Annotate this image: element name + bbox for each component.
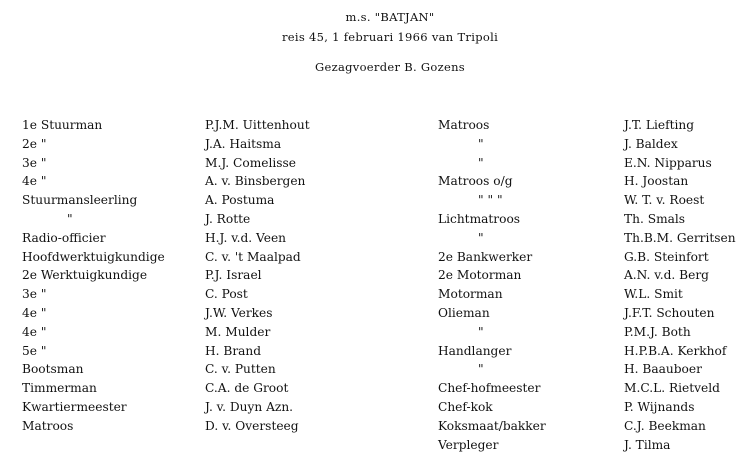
captain-line: Gezagvoerder B. Gozens xyxy=(315,60,465,74)
crew-name: J. Tilma xyxy=(624,437,671,452)
crew-rank: 2e " xyxy=(22,136,47,151)
crew-rank: 2e Bankwerker xyxy=(438,249,533,264)
crew-name: C. v. Putten xyxy=(205,362,276,377)
crew-name: Th. Smals xyxy=(624,211,686,226)
crew-rank: 1e Stuurman xyxy=(22,118,103,132)
rank-column-left xyxy=(22,116,197,436)
crew-rank: Kwartiermeester xyxy=(22,399,127,414)
crew-rank: Timmerman xyxy=(22,381,97,396)
crew-rank: 4e " xyxy=(22,324,47,339)
crew-rank: Matroos o/g xyxy=(438,174,513,189)
crew-rank: Motorman xyxy=(438,287,503,302)
crew-name: M.C.L. Rietveld xyxy=(624,381,720,396)
crew-name: H.J. v.d. Veen xyxy=(205,230,287,245)
voyage-line: reis 45, 1 februari 1966 van Tripoli xyxy=(281,30,499,44)
name-column-left xyxy=(205,116,415,436)
crew-name: J.F.T. Schouten xyxy=(624,305,715,320)
crew-name: E.N. Nipparus xyxy=(624,155,712,170)
crew-rank: Koksmaat/bakker xyxy=(438,418,546,433)
crew-name: J.A. Haitsma xyxy=(205,136,282,151)
crew-rank: Chef-kok xyxy=(438,399,493,414)
crew-name: J. Rotte xyxy=(205,211,251,226)
crew-rank: " xyxy=(67,211,73,226)
crew-name: P.J.M. Uittenhout xyxy=(205,118,310,132)
crew-rank: " xyxy=(478,362,484,377)
crew-rank: 4e " xyxy=(22,305,47,320)
crew-rank: Matroos xyxy=(22,418,74,433)
crew-name: J.T. Liefting xyxy=(624,118,695,132)
rank-column-right xyxy=(438,116,618,454)
crew-rank: 3e " xyxy=(22,287,47,302)
crew-name: H. Brand xyxy=(205,343,262,358)
crew-rank: " xyxy=(478,136,484,151)
crew-name: W.L. Smit xyxy=(624,287,683,302)
crew-name: A.N. v.d. Berg xyxy=(624,268,709,283)
crew-rank: Verpleger xyxy=(438,437,499,452)
crew-rank: 3e " xyxy=(22,155,47,170)
crew-name: M. Mulder xyxy=(205,324,271,339)
crew-name: J. Baldex xyxy=(624,136,678,151)
crew-name: A. v. Binsbergen xyxy=(205,174,306,189)
crew-name: H. Baauboer xyxy=(624,362,702,377)
crew-rank: 2e Werktuigkundige xyxy=(22,268,148,283)
crew-rank: 4e " xyxy=(22,174,47,189)
crew-name: J.W. Verkes xyxy=(205,305,273,320)
crew-rank: Hoofdwerktuigkundige xyxy=(22,249,165,264)
crew-rank: Radio-officier xyxy=(22,230,106,245)
crew-rank: Lichtmatroos xyxy=(438,211,521,226)
crew-rank: 2e Motorman xyxy=(438,268,522,283)
crew-rank: Handlanger xyxy=(438,343,512,358)
name-column-right xyxy=(624,116,750,454)
crew-rank: Matroos xyxy=(438,118,490,132)
crew-name: P. Wijnands xyxy=(624,399,695,414)
ship-name: m.s. "BATJAN" xyxy=(345,10,435,24)
crew-rank: Chef-hofmeester xyxy=(438,381,541,396)
crew-rank: " xyxy=(478,230,484,245)
crew-name: C.A. de Groot xyxy=(205,381,289,396)
crew-name: G.B. Steinfort xyxy=(624,249,709,264)
crew-name: H. Joostan xyxy=(624,174,689,189)
crew-name: P.J. Israel xyxy=(205,268,262,283)
crew-rank: 5e " xyxy=(22,343,47,358)
crew-rank: " " " xyxy=(478,193,503,208)
crew-name: H.P.B.A. Kerkhof xyxy=(624,343,727,358)
crew-rank: " xyxy=(478,155,484,170)
crew-name: C. v. 't Maalpad xyxy=(205,249,301,264)
crew-rank: Stuurmansleerling xyxy=(22,193,138,208)
crew-name: C. Post xyxy=(205,287,248,302)
crew-rank: Bootsman xyxy=(22,362,84,377)
crew-name: A. Postuma xyxy=(205,193,275,208)
crew-name: Th.B.M. Gerritsen xyxy=(624,230,736,245)
crew-rank: " xyxy=(478,324,484,339)
crew-name: D. v. Oversteeg xyxy=(205,418,299,433)
crew-name: J. v. Duyn Azn. xyxy=(205,399,294,414)
crew-name: M.J. Comelisse xyxy=(205,155,296,170)
crew-name: P.M.J. Both xyxy=(624,324,691,339)
crew-name: C.J. Beekman xyxy=(624,418,706,433)
crew-name: W. T. v. Roest xyxy=(624,193,705,208)
crew-rank: Olieman xyxy=(438,305,490,320)
